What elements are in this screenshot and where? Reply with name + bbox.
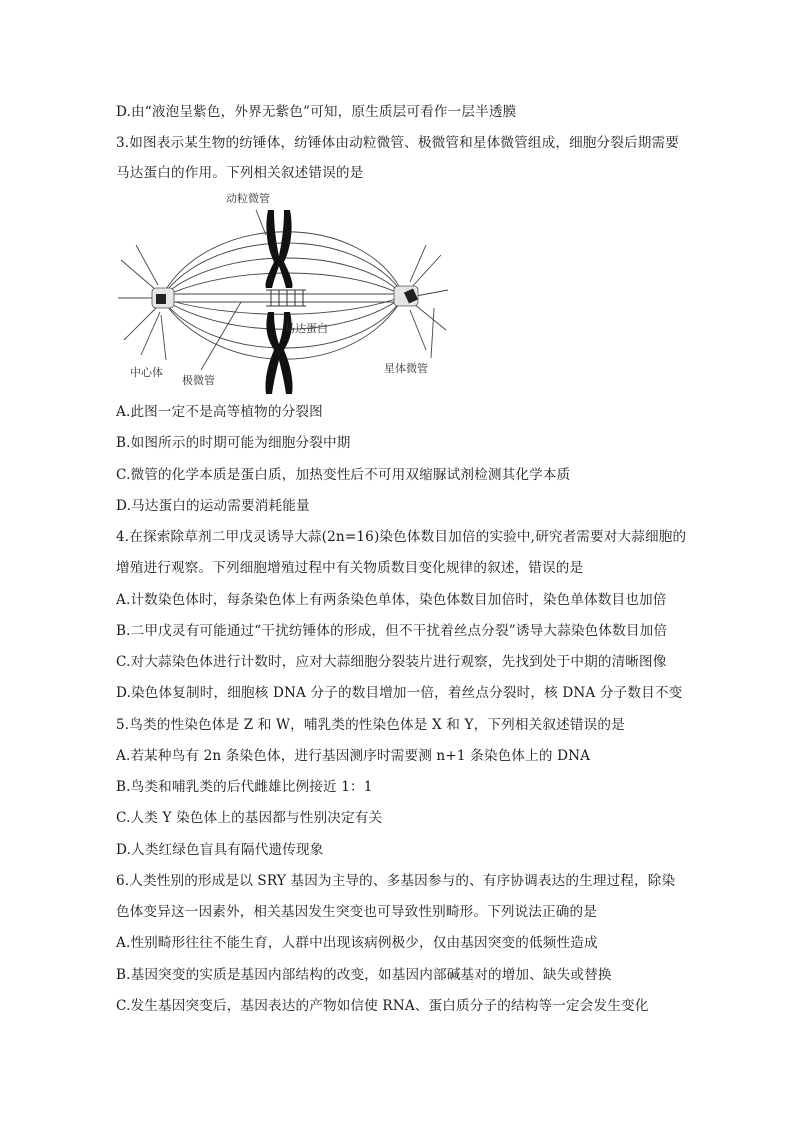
label-centrosome: 中心体 bbox=[130, 366, 163, 379]
question-5-stem: 5.鸟类的性染色体是 Z 和 W，哺乳类的性染色体是 X 和 Y，下列相关叙述错误的是 bbox=[116, 717, 625, 733]
option-6a: A.性别畸形往往不能生育，人群中出现该病例极少，仅由基因突变的低频性造成 bbox=[116, 935, 598, 951]
question-4-stem: 4.在探索除草剂二甲戊灵诱导大蒜(2n=16)染色体数目加倍的实验中,研究者需要对大蒜细胞的 bbox=[116, 529, 687, 545]
option-3b: B.如图所示的时期可能为细胞分裂中期 bbox=[116, 435, 351, 451]
option-4b: B.二甲戊灵有可能通过“干扰纺锤体的形成，但不干扰着丝点分裂”诱导大蒜染色体数目加倍 bbox=[116, 623, 668, 639]
option-6c: C.发生基因突变后，基因表达的产物如信使 RNA、蛋白质分子的结构等一定会发生变化 bbox=[116, 998, 649, 1014]
motor-protein bbox=[266, 290, 306, 306]
option-3d-prev: D.由“液泡呈紫色，外界无紫色”可知，原生质层可看作一层半透膜 bbox=[116, 104, 517, 120]
label-kinetochore-mt: 动粒微管 bbox=[226, 192, 270, 205]
option-4c: C.对大蒜染色体进行计数时，应对大蒜细胞分裂装片进行观察，先找到处于中期的清晰图像 bbox=[116, 654, 667, 670]
option-3c: C.微管的化学本质是蛋白质，加热变性后不可用双缩脲试剂检测其化学本质 bbox=[116, 467, 571, 483]
option-4d: D.染色体复制时，细胞核 DNA 分子的数目增加一倍，着丝点分裂时，核 DNA 分子数目不变 bbox=[116, 685, 683, 701]
spindle-figure bbox=[116, 190, 450, 400]
option-3a: A.此图一定不是高等植物的分裂图 bbox=[116, 404, 323, 420]
label-polar-mt: 极微管 bbox=[182, 374, 215, 387]
option-5d: D.人类红绿色盲具有隔代遗传现象 bbox=[116, 842, 324, 858]
question-6-stem: 6.人类性别的形成是以 SRY 基因为主导的、多基因参与的、有序协调表达的生理过程，除染 bbox=[116, 873, 676, 889]
centrosome-left bbox=[152, 288, 174, 308]
question-3-stem: 3.如图表示某生物的纺锤体，纺锤体由动粒微管、极微管和星体微管组成，细胞分裂后期需要 bbox=[116, 135, 680, 151]
option-6b: B.基因突变的实质是基因内部结构的改变，如基因内部碱基对的增加、缺失或替换 bbox=[116, 967, 612, 983]
option-5b: B.鸟类和哺乳类的后代雌雄比例接近 1：1 bbox=[116, 779, 373, 795]
question-4-stem-cont: 增殖进行观察。下列细胞增殖过程中有关物质数目变化规律的叙述，错误的是 bbox=[116, 560, 584, 576]
option-5c: C.人类 Y 染色体上的基因都与性别决定有关 bbox=[116, 810, 383, 826]
label-motor-protein: 马达蛋白 bbox=[284, 322, 328, 335]
question-3-stem-cont: 马达蛋白的作用。下列相关叙述错误的是 bbox=[116, 165, 364, 181]
centrosome-right bbox=[394, 286, 418, 306]
label-astral-mt: 星体微管 bbox=[384, 362, 428, 375]
question-6-stem-cont: 色体变异这一因素外，相关基因发生突变也可导致性别畸形。下列说法正确的是 bbox=[116, 904, 598, 920]
option-5a: A.若某种鸟有 2n 条染色体，进行基因测序时需要测 n+1 条染色体上的 DNA bbox=[116, 748, 591, 764]
option-4a: A.计数染色体时，每条染色体上有两条染色单体，染色体数目加倍时，染色单体数目也加倍 bbox=[116, 592, 667, 608]
chromosome-upper bbox=[265, 210, 292, 288]
option-3d: D.马达蛋白的运动需要消耗能量 bbox=[116, 498, 310, 514]
